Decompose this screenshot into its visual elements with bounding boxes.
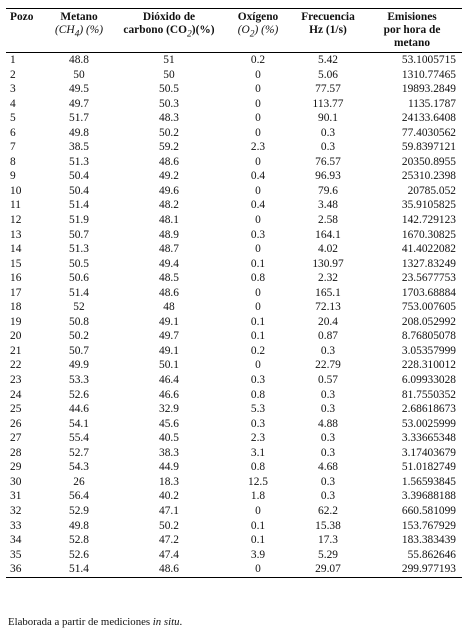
frecuencia-cell: 0.57: [318, 374, 338, 387]
metano-cell: 51.9: [69, 214, 89, 227]
oxigeno-cell: 12.5: [248, 475, 268, 488]
header-metano-line2: [44, 24, 114, 41]
metano-cell: 38.5: [69, 141, 89, 154]
pozo-cell: 17: [10, 286, 22, 299]
emisiones-cell: 753.007605: [401, 301, 456, 314]
emisiones-cell: 1327.83249: [401, 257, 456, 270]
pozo-cell: 5: [10, 112, 16, 125]
frecuencia-cell: 17.3: [318, 534, 338, 547]
header-pozo: [6, 9, 42, 53]
pozo-cell: 11: [10, 199, 21, 212]
dioxido-cell: 49.1: [159, 315, 179, 328]
frecuencia-cell: 2.32: [318, 272, 338, 285]
frecuencia-cell: 113.77: [312, 97, 344, 110]
metano-cell: 49.7: [69, 97, 89, 110]
pozo-cell: 10: [10, 184, 22, 197]
pozo-cell: 6: [10, 126, 16, 139]
frecuencia-cell: 0.3: [320, 388, 336, 401]
table-row: [6, 82, 462, 97]
dioxido-cell: 49.4: [159, 257, 179, 270]
dioxido-cell: 59.2: [159, 141, 179, 154]
table-row: [6, 155, 462, 170]
dioxido-cell: 50: [163, 68, 175, 81]
table-row: [6, 519, 462, 534]
emisiones-cell: 19893.2849: [401, 83, 456, 96]
frecuencia-cell: 0.87: [318, 330, 338, 343]
table-row: [6, 53, 462, 68]
dioxido-cell: 50.2: [159, 519, 179, 532]
metano-cell: 52.6: [69, 548, 89, 561]
dioxido-cell: 49.1: [159, 344, 179, 357]
source-note-prefix: Elaborada a partir de mediciones: [8, 616, 153, 628]
emisiones-cell: 153.767929: [401, 519, 456, 532]
source-note-italic: in situ: [152, 616, 180, 628]
oxigeno-cell: 0: [255, 286, 261, 299]
metano-cell: 51.4: [69, 286, 89, 299]
pozo-cell: 34: [10, 534, 22, 547]
oxigeno-cell: 0.1: [250, 257, 266, 270]
table-row: [6, 68, 462, 83]
oxigeno-cell: 0.1: [250, 315, 266, 328]
table-row: [6, 548, 462, 563]
dioxido-cell: 32.9: [159, 403, 179, 416]
pozo-cell: 23: [10, 374, 22, 387]
table-row: [6, 184, 462, 199]
header-emisiones: [362, 9, 462, 53]
table-row: [6, 504, 462, 519]
metano-cell: 49.5: [69, 83, 89, 96]
header-dioxido-subscript: 2: [187, 29, 192, 40]
oxigeno-cell: 0.2: [250, 54, 266, 66]
table-row: [6, 140, 462, 155]
frecuencia-cell: 4.88: [318, 417, 338, 430]
dioxido-cell: 48.1: [159, 214, 179, 227]
dioxido-cell: 48.6: [159, 155, 179, 168]
pozo-cell: 20: [10, 330, 22, 343]
metano-cell: 49.8: [69, 519, 89, 532]
pozo-cell: 4: [10, 97, 16, 110]
emisiones-cell: 81.7550352: [401, 388, 456, 401]
frecuencia-cell: 0.3: [320, 126, 336, 139]
table-row: [6, 213, 462, 228]
emisiones-cell: 23.5677753: [401, 272, 456, 285]
metano-cell: 51.3: [69, 155, 89, 168]
source-note: [8, 616, 182, 628]
table-row: [6, 97, 462, 112]
emisiones-cell: 24133.6408: [401, 112, 456, 125]
pozo-cell: 8: [10, 155, 16, 168]
table-row: [6, 315, 462, 330]
pozo-cell: 35: [10, 548, 22, 561]
metano-cell: 55.4: [69, 432, 89, 445]
oxigeno-cell: 0: [255, 214, 261, 227]
header-dioxido-formula-b: )(%): [191, 24, 215, 36]
dioxido-cell: 48.5: [159, 272, 179, 285]
frecuencia-cell: 5.42: [318, 54, 338, 66]
pozo-cell: 3: [10, 83, 16, 96]
oxigeno-cell: 0.3: [250, 417, 266, 430]
oxigeno-cell: 0.8: [250, 388, 266, 401]
table-row: [6, 475, 462, 490]
table-row: [6, 228, 462, 243]
metano-cell: 50.4: [69, 184, 89, 197]
oxigeno-cell: 0.3: [250, 228, 266, 241]
metano-cell: 52.9: [69, 504, 89, 517]
dioxido-cell: 44.9: [159, 461, 179, 474]
dioxido-cell: 49.6: [159, 184, 179, 197]
oxigeno-cell: 0: [255, 83, 261, 96]
frecuencia-cell: 0.3: [320, 344, 336, 357]
frecuencia-cell: 0.3: [320, 432, 336, 445]
oxigeno-cell: 0: [255, 301, 261, 314]
pozo-cell: 15: [10, 257, 22, 270]
emisiones-cell: 59.8397121: [401, 141, 456, 154]
frecuencia-cell: 62.2: [318, 504, 338, 517]
header-metano: [42, 9, 116, 53]
table-row: [6, 533, 462, 548]
metano-cell: 52.6: [69, 388, 89, 401]
metano-cell: 50: [73, 68, 85, 81]
emisiones-cell: 25310.2398: [401, 170, 456, 183]
frecuencia-cell: 72.13: [315, 301, 341, 314]
table-row: [6, 358, 462, 373]
table-row: [6, 300, 462, 315]
table-row: [6, 242, 462, 257]
metano-cell: 51.7: [69, 112, 89, 125]
header-emisiones-line1: Emisiones: [387, 11, 437, 23]
table-row: [6, 344, 462, 359]
data-table: [6, 8, 462, 578]
metano-cell: 26: [73, 475, 85, 488]
header-dioxido: [116, 9, 222, 53]
table-row: [6, 431, 462, 446]
emisiones-cell: 3.05357999: [401, 344, 456, 357]
oxigeno-cell: 0.1: [250, 330, 266, 343]
header-dioxido-line1: Dióxido de: [142, 11, 196, 23]
oxigeno-cell: 2.3: [250, 432, 266, 445]
header-frecuencia-line1: Frecuencia: [301, 11, 355, 23]
metano-cell: 51.3: [69, 243, 89, 256]
emisiones-cell: 3.39688188: [401, 490, 456, 503]
metano-cell: 50.8: [69, 315, 89, 328]
oxigeno-cell: 0.4: [250, 199, 266, 212]
dioxido-cell: 38.3: [159, 446, 179, 459]
table-row: [6, 402, 462, 417]
frecuencia-cell: 76.57: [315, 155, 341, 168]
frecuencia-cell: 0.3: [320, 475, 336, 488]
frecuencia-cell: 0.3: [320, 403, 336, 416]
frecuencia-cell: 5.29: [318, 548, 338, 561]
header-frecuencia-line2: Hz (1/s): [309, 24, 347, 36]
emisiones-cell: 183.383439: [401, 534, 456, 547]
pozo-cell: 36: [6, 562, 42, 577]
pozo-cell: 28: [10, 446, 22, 459]
frecuencia-cell: 3.48: [318, 199, 338, 212]
table-row: [6, 126, 462, 141]
dioxido-cell: 50.3: [159, 97, 179, 110]
emisiones-cell: 1703.68884: [401, 286, 456, 299]
emisiones-cell: 208.052992: [401, 315, 456, 328]
pozo-cell: 2: [10, 68, 16, 81]
emisiones-cell: 1670.30825: [401, 228, 456, 241]
metano-cell: 56.4: [69, 490, 89, 503]
metano-cell: 52: [73, 301, 85, 314]
header-frecuencia: [294, 9, 362, 53]
dioxido-cell: 47.4: [159, 548, 179, 561]
emisiones-cell: 142.729123: [401, 214, 456, 227]
metano-cell: 54.3: [69, 461, 89, 474]
emisiones-cell: 1135.1787: [408, 97, 456, 110]
table-row: [6, 388, 462, 403]
oxigeno-cell: 5.3: [250, 403, 266, 416]
oxigeno-cell: 0: [255, 68, 261, 81]
metano-cell: 44.6: [69, 403, 89, 416]
metano-cell: 51.4: [69, 199, 89, 212]
header-metano-formula-a: (CH: [54, 24, 75, 36]
emisiones-cell: 41.4022082: [401, 243, 456, 256]
dioxido-cell: 18.3: [159, 475, 179, 488]
header-oxigeno-subscript: 2: [249, 29, 255, 40]
pozo-cell: 30: [10, 475, 22, 488]
dioxido-cell: 51: [163, 54, 175, 66]
metano-cell: 51.4: [42, 562, 116, 577]
dioxido-cell: 40.5: [159, 432, 179, 445]
header-dioxido-line2: [118, 24, 220, 41]
pozo-cell: 18: [10, 301, 22, 314]
emisiones-cell: 8.76805078: [401, 330, 456, 343]
header-metano-line1: Metano: [60, 11, 98, 23]
metano-cell: 52.8: [69, 534, 89, 547]
dioxido-cell: 40.2: [159, 490, 179, 503]
oxigeno-cell: 0: [255, 155, 261, 168]
frecuencia-cell: 29.07: [294, 562, 362, 577]
oxigeno-cell: 0.3: [250, 374, 266, 387]
header-oxigeno-line2: [224, 24, 292, 41]
table-row: [6, 373, 462, 388]
dioxido-cell: 45.6: [159, 417, 179, 430]
pozo-cell: 16: [10, 272, 22, 285]
dioxido-cell: 49.2: [159, 170, 179, 183]
dioxido-cell: 46.4: [159, 374, 179, 387]
dioxido-cell: 48.6: [159, 286, 179, 299]
pozo-cell: 19: [10, 315, 22, 328]
header-oxigeno-line1: Oxígeno: [237, 11, 279, 23]
emisiones-cell: 3.33665348: [401, 432, 456, 445]
emisiones-cell: 77.4030562: [401, 126, 456, 139]
dioxido-cell: 50.5: [159, 83, 179, 96]
frecuencia-cell: 22.79: [315, 359, 341, 372]
frecuencia-cell: 2.58: [318, 214, 338, 227]
emisiones-cell: 6.09933028: [401, 374, 456, 387]
emisiones-cell: 53.1005715: [401, 54, 456, 66]
oxigeno-cell: 0: [255, 126, 261, 139]
table-header: [6, 9, 462, 53]
metano-cell: 50.4: [69, 170, 89, 183]
metano-cell: 50.2: [69, 330, 89, 343]
frecuencia-cell: 5.06: [318, 68, 338, 81]
pozo-cell: 12: [10, 214, 22, 227]
metano-cell: 50.7: [69, 344, 89, 357]
emisiones-cell: 20785.052: [407, 184, 456, 197]
metano-cell: 50.7: [69, 228, 89, 241]
table-row: [6, 562, 462, 577]
oxigeno-cell: 0: [255, 504, 261, 517]
dioxido-cell: 48.2: [159, 199, 179, 212]
header-oxigeno: [222, 9, 294, 53]
pozo-cell: 32: [10, 504, 22, 517]
table-row: [6, 271, 462, 286]
emisiones-cell: 51.0182749: [401, 461, 456, 474]
dioxido-cell: 48.3: [159, 112, 179, 125]
dioxido-cell: 48.6: [116, 562, 222, 577]
oxigeno-cell: 0.1: [250, 534, 266, 547]
table-row: [6, 446, 462, 461]
header-emisiones-line2: por hora de: [383, 24, 441, 36]
oxigeno-cell: 3.9: [250, 548, 266, 561]
emisiones-cell: 20350.8955: [401, 155, 456, 168]
dioxido-cell: 48.9: [159, 228, 179, 241]
frecuencia-cell: 4.68: [318, 461, 338, 474]
frecuencia-cell: 164.1: [315, 228, 341, 241]
table-row: [6, 489, 462, 504]
emisiones-cell: 35.9105825: [401, 199, 456, 212]
table-row: [6, 198, 462, 213]
dioxido-cell: 50.2: [159, 126, 179, 139]
pozo-cell: 29: [10, 461, 22, 474]
metano-cell: 49.9: [69, 359, 89, 372]
header-emisiones-line3: metano: [393, 37, 431, 49]
oxigeno-cell: 0.8: [250, 272, 266, 285]
pozo-cell: 7: [10, 141, 16, 154]
metano-cell: 52.7: [69, 446, 89, 459]
oxigeno-cell: 0.2: [250, 344, 266, 357]
table-row: [6, 257, 462, 272]
emisiones-cell: 1310.77465: [401, 68, 456, 81]
dioxido-cell: 50.1: [159, 359, 179, 372]
frecuencia-cell: 165.1: [315, 286, 341, 299]
table-row: [6, 460, 462, 475]
source-note-suffix: .: [179, 616, 183, 628]
header-oxigeno-formula-a: (O: [237, 24, 250, 36]
dioxido-cell: 48.7: [159, 243, 179, 256]
pozo-cell: 26: [10, 417, 22, 430]
table-row: [6, 286, 462, 301]
metano-cell: 49.8: [69, 126, 89, 139]
table-body: [6, 53, 462, 578]
oxigeno-cell: 0: [255, 243, 261, 256]
frecuencia-cell: 0.3: [320, 141, 336, 154]
oxigeno-cell: 0.4: [250, 170, 266, 183]
pozo-cell: 1: [10, 54, 16, 66]
emisiones-cell: 53.0025999: [401, 417, 456, 430]
oxigeno-cell: 0: [255, 359, 261, 372]
dioxido-cell: 49.7: [159, 330, 179, 343]
oxigeno-cell: 1.8: [250, 490, 266, 503]
metano-cell: 50.5: [69, 257, 89, 270]
header-oxigeno-formula-b: ) (%): [254, 24, 279, 36]
pozo-cell: 9: [10, 170, 16, 183]
table-row: [6, 111, 462, 126]
emisiones-cell: 1.56593845: [401, 475, 456, 488]
oxigeno-cell: 0: [255, 97, 261, 110]
pozo-cell: 33: [10, 519, 22, 532]
frecuencia-cell: 90.1: [318, 112, 338, 125]
emisiones-cell: 2.68618673: [401, 403, 456, 416]
metano-cell: 48.8: [69, 54, 89, 66]
metano-cell: 54.1: [69, 417, 89, 430]
table-row: [6, 329, 462, 344]
oxigeno-cell: 3.1: [250, 446, 266, 459]
oxigeno-cell: 0: [222, 562, 294, 577]
oxigeno-cell: 2.3: [250, 141, 266, 154]
header-metano-subscript: 4: [74, 29, 80, 40]
emisiones-cell: 3.17403679: [401, 446, 456, 459]
oxigeno-cell: 0: [255, 112, 261, 125]
pozo-cell: 31: [10, 490, 22, 503]
pozo-cell: 27: [10, 432, 22, 445]
frecuencia-cell: 77.57: [315, 83, 341, 96]
pozo-cell: 21: [10, 344, 22, 357]
dioxido-cell: 48: [163, 301, 175, 314]
oxigeno-cell: 0: [255, 184, 261, 197]
dioxido-cell: 46.6: [159, 388, 179, 401]
frecuencia-cell: 0.3: [320, 490, 336, 503]
pozo-cell: 22: [10, 359, 22, 372]
frecuencia-cell: 15.38: [315, 519, 341, 532]
dioxido-cell: 47.2: [159, 534, 179, 547]
frecuencia-cell: 79.6: [318, 184, 338, 197]
pozo-cell: 24: [10, 388, 22, 401]
pozo-cell: 25: [10, 403, 22, 416]
table-row: [6, 169, 462, 184]
frecuencia-cell: 0.3: [320, 446, 336, 459]
header-dioxido-formula-a: carbono (CO: [123, 24, 188, 36]
table-row: [6, 417, 462, 432]
emisiones-cell: 660.581099: [401, 504, 456, 517]
metano-cell: 53.3: [69, 374, 89, 387]
emisiones-cell: 55.862646: [407, 548, 456, 561]
emisiones-cell: 299.977193: [362, 562, 462, 577]
pozo-cell: 14: [10, 243, 22, 256]
oxigeno-cell: 0.8: [250, 461, 266, 474]
oxigeno-cell: 0.1: [250, 519, 266, 532]
emisiones-cell: 228.310012: [401, 359, 456, 372]
header-metano-formula-b: ) (%): [79, 24, 104, 36]
metano-cell: 50.6: [69, 272, 89, 285]
pozo-cell: 13: [10, 228, 22, 241]
frecuencia-cell: 96.93: [315, 170, 341, 183]
frecuencia-cell: 130.97: [312, 257, 344, 270]
header-pozo-text: Pozo: [10, 11, 34, 23]
dioxido-cell: 47.1: [159, 504, 179, 517]
frecuencia-cell: 4.02: [318, 243, 338, 256]
frecuencia-cell: 20.4: [318, 315, 338, 328]
